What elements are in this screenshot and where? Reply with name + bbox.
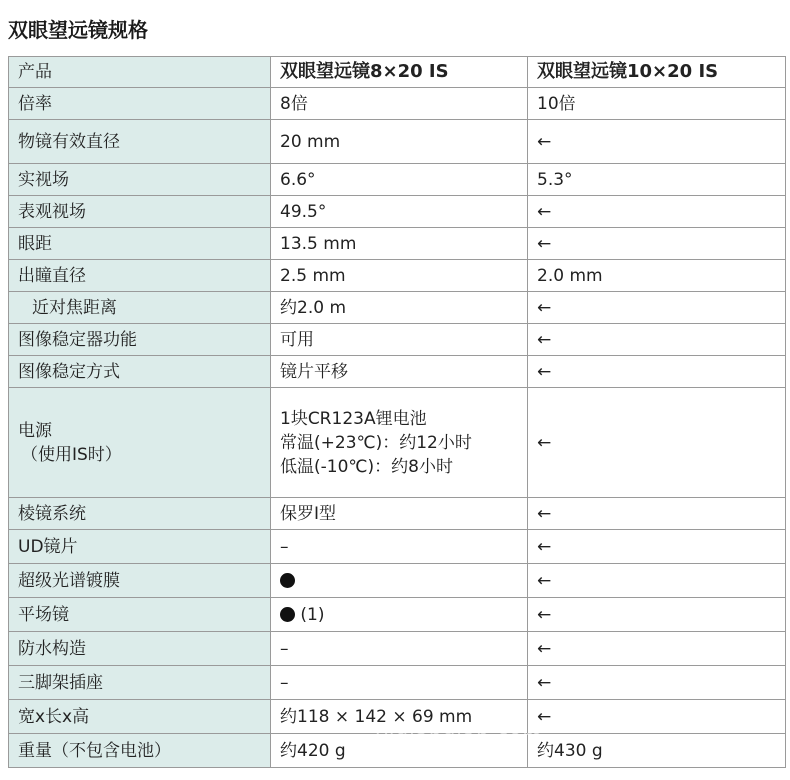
table-row bbox=[9, 498, 786, 530]
table-row bbox=[9, 598, 786, 632]
row-value-8x20: 镜片平移 bbox=[271, 356, 528, 388]
row-value-8x20: 约118 × 142 × 69 mm bbox=[271, 700, 528, 734]
table-row bbox=[9, 666, 786, 700]
table-row bbox=[9, 564, 786, 598]
row-value-10x20: ← bbox=[528, 324, 786, 356]
table-row bbox=[9, 228, 786, 260]
table-row bbox=[9, 700, 786, 734]
row-value-8x20: – bbox=[271, 632, 528, 666]
row-label: 倍率 bbox=[9, 88, 271, 120]
power-line: 低温(-10℃)：约8小时 bbox=[280, 456, 453, 477]
header-col-8x20: 双眼望远镜8×20 IS bbox=[271, 57, 528, 88]
table-row bbox=[9, 734, 786, 768]
row-label: 平场镜 bbox=[9, 598, 271, 632]
row-value-10x20: ← bbox=[528, 388, 786, 498]
row-value-8x20 bbox=[271, 598, 528, 632]
row-label: 图像稳定方式 bbox=[9, 356, 271, 388]
row-value-8x20: 49.5° bbox=[271, 196, 528, 228]
row-value-10x20: ← bbox=[528, 598, 786, 632]
row-value-10x20: 5.3° bbox=[528, 164, 786, 196]
row-label: 眼距 bbox=[9, 228, 271, 260]
power-label-sub: （使用IS时） bbox=[21, 444, 122, 465]
row-value-8x20: 20 mm bbox=[271, 120, 528, 164]
row-label: 表观视场 bbox=[9, 196, 271, 228]
row-label: 重量（不包含电池） bbox=[9, 734, 271, 768]
table-row bbox=[9, 260, 786, 292]
row-value-8x20: 13.5 mm bbox=[271, 228, 528, 260]
table-row bbox=[9, 88, 786, 120]
watermark: yidiandian.com bbox=[376, 725, 543, 749]
row-value-8x20: – bbox=[271, 666, 528, 700]
row-label: 物镜有效直径 bbox=[9, 120, 271, 164]
filled-circle-icon bbox=[280, 573, 295, 588]
table-row bbox=[9, 196, 786, 228]
table-row bbox=[9, 388, 786, 498]
row-value-8x20: 可用 bbox=[271, 324, 528, 356]
row-value-8x20: 约2.0 m bbox=[271, 292, 528, 324]
row-value-10x20: ← bbox=[528, 120, 786, 164]
row-value-8x20 bbox=[271, 564, 528, 598]
row-value-8x20: 约420 g bbox=[271, 734, 528, 768]
table-row bbox=[9, 632, 786, 666]
row-value-10x20: 10倍 bbox=[528, 88, 786, 120]
row-label: 出瞳直径 bbox=[9, 260, 271, 292]
row-value-8x20: 8倍 bbox=[271, 88, 528, 120]
header-label: 产品 bbox=[9, 57, 271, 88]
table-row bbox=[9, 120, 786, 164]
row-label: 宽x长x高 bbox=[9, 700, 271, 734]
row-label bbox=[9, 388, 271, 498]
row-value-10x20: ← bbox=[528, 356, 786, 388]
table-header-row bbox=[9, 57, 786, 88]
table-row bbox=[9, 324, 786, 356]
row-label: 实视场 bbox=[9, 164, 271, 196]
row-label: UD镜片 bbox=[9, 530, 271, 564]
header-col-10x20: 双眼望远镜10×20 IS bbox=[528, 57, 786, 88]
row-value-10x20: ← bbox=[528, 666, 786, 700]
power-line: 常温(+23℃)：约12小时 bbox=[280, 432, 472, 453]
row-label: 三脚架插座 bbox=[9, 666, 271, 700]
row-label: 棱镜系统 bbox=[9, 498, 271, 530]
table-row bbox=[9, 164, 786, 196]
row-value-8x20: – bbox=[271, 530, 528, 564]
row-value-8x20: 6.6° bbox=[271, 164, 528, 196]
row-value-10x20: ← bbox=[528, 228, 786, 260]
table-row bbox=[9, 530, 786, 564]
spec-table bbox=[8, 56, 786, 768]
row-value-10x20: ← bbox=[528, 632, 786, 666]
row-value-8x20: 保罗I型 bbox=[271, 498, 528, 530]
table-row bbox=[9, 356, 786, 388]
table-row bbox=[9, 292, 786, 324]
power-line: 1块CR123A锂电池 bbox=[280, 408, 427, 429]
row-value-10x20: 约430 g bbox=[528, 734, 786, 768]
filled-circle-icon bbox=[280, 607, 295, 622]
row-value-10x20: ← bbox=[528, 530, 786, 564]
power-label: 电源 bbox=[18, 420, 52, 441]
row-value-10x20: 2.0 mm bbox=[528, 260, 786, 292]
page-title: 双眼望远镜规格 bbox=[8, 18, 148, 42]
row-label: 超级光谱镀膜 bbox=[9, 564, 271, 598]
row-value-10x20: ← bbox=[528, 564, 786, 598]
row-label: 近对焦距离 bbox=[9, 292, 271, 324]
row-value-8x20 bbox=[271, 388, 528, 498]
footnote-marker: (1) bbox=[300, 604, 325, 625]
row-value-10x20: ← bbox=[528, 700, 786, 734]
row-value-10x20: ← bbox=[528, 498, 786, 530]
row-label: 图像稳定器功能 bbox=[9, 324, 271, 356]
row-value-10x20: ← bbox=[528, 196, 786, 228]
row-value-8x20: 2.5 mm bbox=[271, 260, 528, 292]
row-value-10x20: ← bbox=[528, 292, 786, 324]
row-label: 防水构造 bbox=[9, 632, 271, 666]
